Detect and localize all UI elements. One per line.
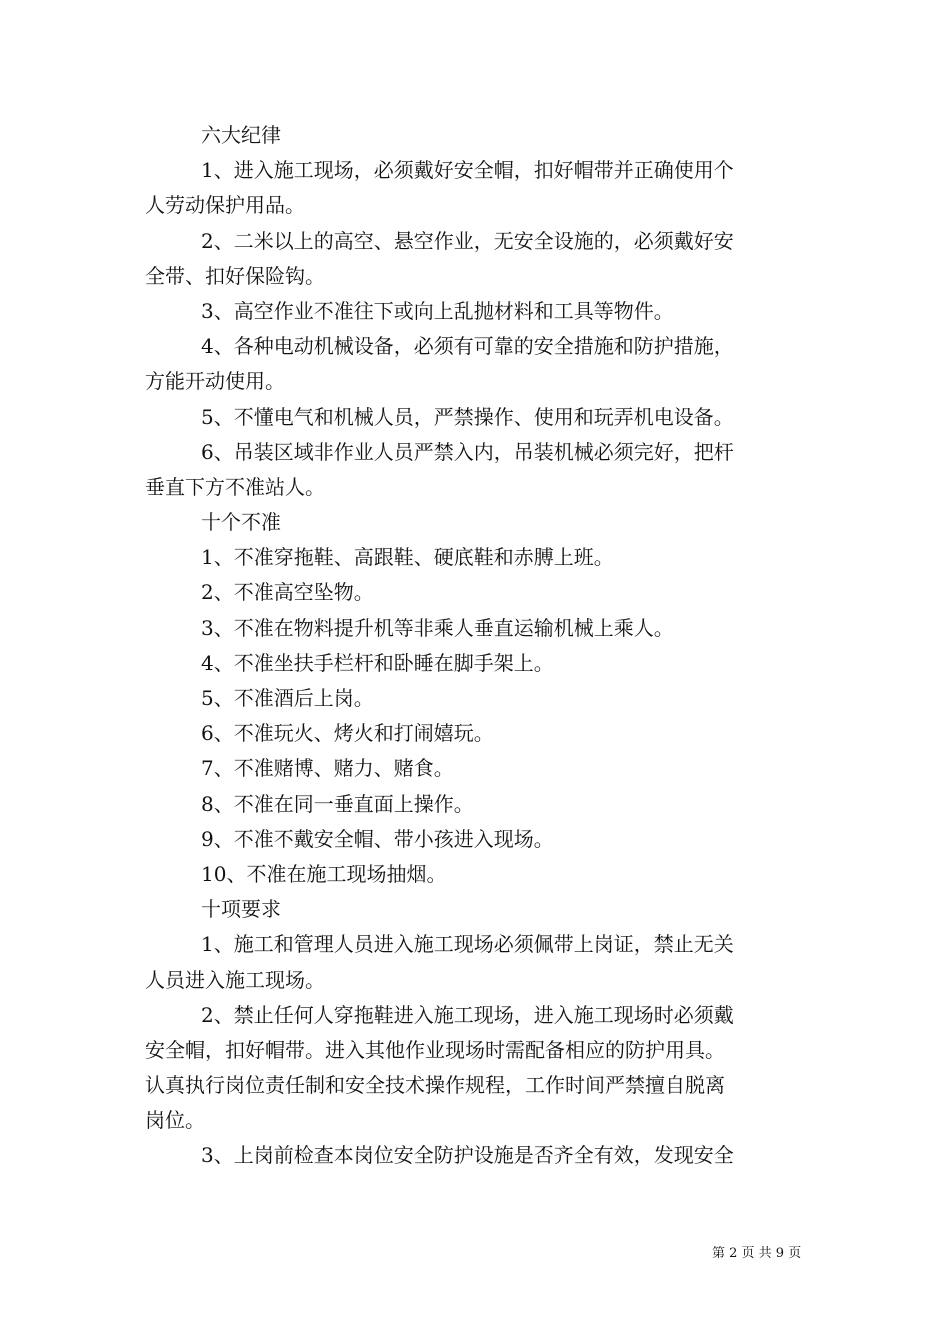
- text-line: 6、不准玩火、烤火和打闹嬉玩。: [201, 721, 494, 746]
- text-line: 岗位。: [145, 1108, 205, 1133]
- text-line: 方能开动使用。: [145, 369, 285, 394]
- text-line: 5、不准酒后上岗。: [201, 686, 374, 710]
- text-line: 2、禁止任何人穿拖鞋进入施工现场，进入施工现场时必须戴: [201, 1002, 734, 1027]
- page-footer: 第 2 页 共 9 页: [712, 1246, 802, 1261]
- text-line: 十个不准: [201, 510, 281, 535]
- text-line: 垂直下方不准站人。: [145, 474, 325, 499]
- text-line: 6、吊装区域非作业人员严禁入内，吊装机械必须完好，把杆: [201, 439, 734, 464]
- text-line: 3、不准在物料提升机等非乘人垂直运输机械上乘人。: [201, 615, 674, 640]
- text-line: 9、不准不戴安全帽、带小孩进入现场。: [201, 826, 554, 851]
- text-line: 全带、扣好保险钩。: [145, 263, 325, 288]
- text-line: 2、不准高空坠物。: [201, 580, 374, 605]
- text-line: 4、各种电动机械设备，必须有可靠的安全措施和防护措施，: [201, 334, 734, 359]
- text-line: 3、高空作业不准往下或向上乱抛材料和工具等物件。: [201, 298, 674, 323]
- text-line: 5、不懂电气和机械人员，严禁操作、使用和玩弄机电设备。: [201, 404, 734, 429]
- text-line: 十项要求: [201, 897, 281, 922]
- document-body: [145, 118, 810, 1174]
- text-line: 8、不准在同一垂直面上操作。: [201, 791, 474, 816]
- text-line: 10、不准在施工现场抽烟。: [201, 861, 447, 886]
- text-line: 2、二米以上的高空、悬空作业，无安全设施的，必须戴好安: [201, 228, 734, 253]
- text-line: 六大纪律: [201, 123, 281, 147]
- text-line: 人员进入施工现场。: [145, 967, 325, 992]
- text-line: 人劳动保护用品。: [145, 193, 305, 218]
- text-line: 7、不准赌博、赌力、赌食。: [201, 756, 454, 781]
- text-line: 4、不准坐扶手栏杆和卧睡在脚手架上。: [201, 650, 554, 675]
- text-line: 3、上岗前检查本岗位安全防护设施是否齐全有效，发现安全: [201, 1143, 734, 1168]
- text-line: 1、施工和管理人员进入施工现场必须佩带上岗证，禁止无关: [201, 932, 734, 957]
- text-line: 1、不准穿拖鞋、高跟鞋、硬底鞋和赤膊上班。: [201, 545, 614, 570]
- text-line: 1、进入施工现场，必须戴好安全帽，扣好帽带并正确使用个: [201, 158, 734, 183]
- text-line: 认真执行岗位责任制和安全技术操作规程，工作时间严禁擅自脱离: [145, 1073, 725, 1098]
- text-line: 安全帽，扣好帽带。进入其他作业现场时需配备相应的防护用具。: [145, 1037, 725, 1062]
